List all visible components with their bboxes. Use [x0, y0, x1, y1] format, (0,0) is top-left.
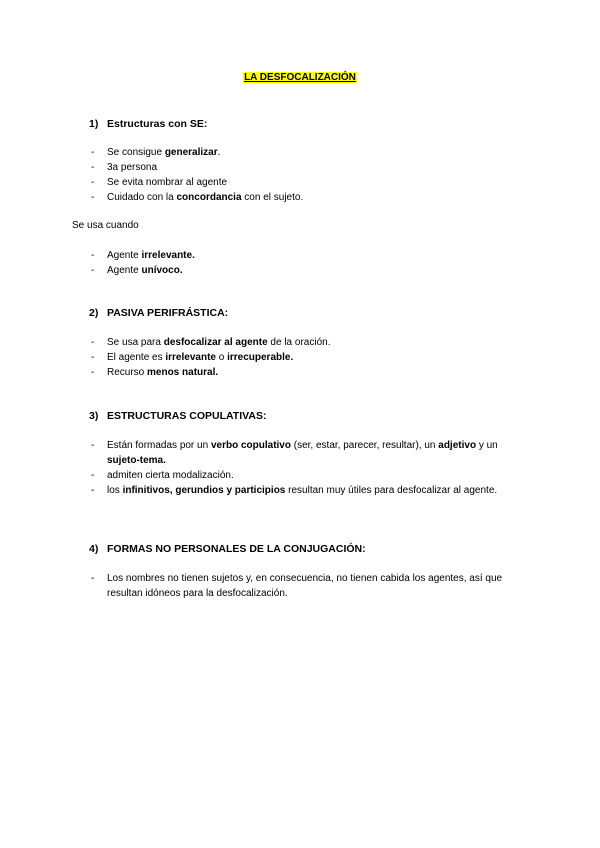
list-item: - Se consigue generalizar. — [89, 145, 529, 160]
title-text: LA DESFOCALIZACIÓN — [244, 72, 356, 83]
list-item: - Se usa para desfocalizar al agente de la oración. — [89, 335, 529, 350]
document-title — [0, 72, 600, 83]
section-title: PASIVA PERIFRÁSTICA: — [107, 307, 229, 319]
section-1-list — [89, 145, 529, 205]
list-item: - Cuidado con la concordancia con el sujeto. — [89, 190, 529, 205]
section-title: FORMAS NO PERSONALES DE LA CONJUGACIÓN: — [107, 543, 366, 555]
list-item: - admiten cierta modalización. — [89, 468, 529, 483]
list-item: - los infinitivos, gerundios y participios resultan muy útiles para desfocalizar al agente. — [89, 483, 529, 498]
list-item: - Se evita nombrar al agente — [89, 175, 529, 190]
se-usa-cuando-text: Se usa cuando — [72, 220, 139, 231]
section-4-list — [89, 571, 529, 601]
section-title: ESTRUCTURAS COPULATIVAS: — [107, 410, 267, 422]
section-3-heading — [89, 410, 266, 422]
section-2-list — [89, 335, 529, 380]
list-item: - El agente es irrelevante o irrecuperable. — [89, 350, 529, 365]
se-usa-cuando-list — [89, 248, 529, 278]
section-number: 3) — [89, 410, 99, 422]
list-item: - 3a persona — [89, 160, 529, 175]
section-3-list — [89, 438, 529, 498]
list-item: - Agente irrelevante. — [89, 248, 529, 263]
list-item: - Agente unívoco. — [89, 263, 529, 278]
section-number: 1) — [89, 118, 99, 130]
section-number: 2) — [89, 307, 99, 319]
section-1-heading — [89, 118, 207, 130]
list-item: - Están formadas por un verbo copulativo (ser, estar, parecer, resultar), un adjetivo y un sujeto-tema. — [89, 438, 529, 468]
section-4-heading — [89, 543, 366, 555]
section-title: Estructuras con SE: — [107, 118, 208, 130]
list-item: - Recurso menos natural. — [89, 365, 529, 380]
section-number: 4) — [89, 543, 99, 555]
section-2-heading — [89, 307, 228, 319]
list-item: - Los nombres no tienen sujetos y, en consecuencia, no tienen cabida los agentes, así que resultan idóneos para la desfocalización. — [89, 571, 529, 601]
